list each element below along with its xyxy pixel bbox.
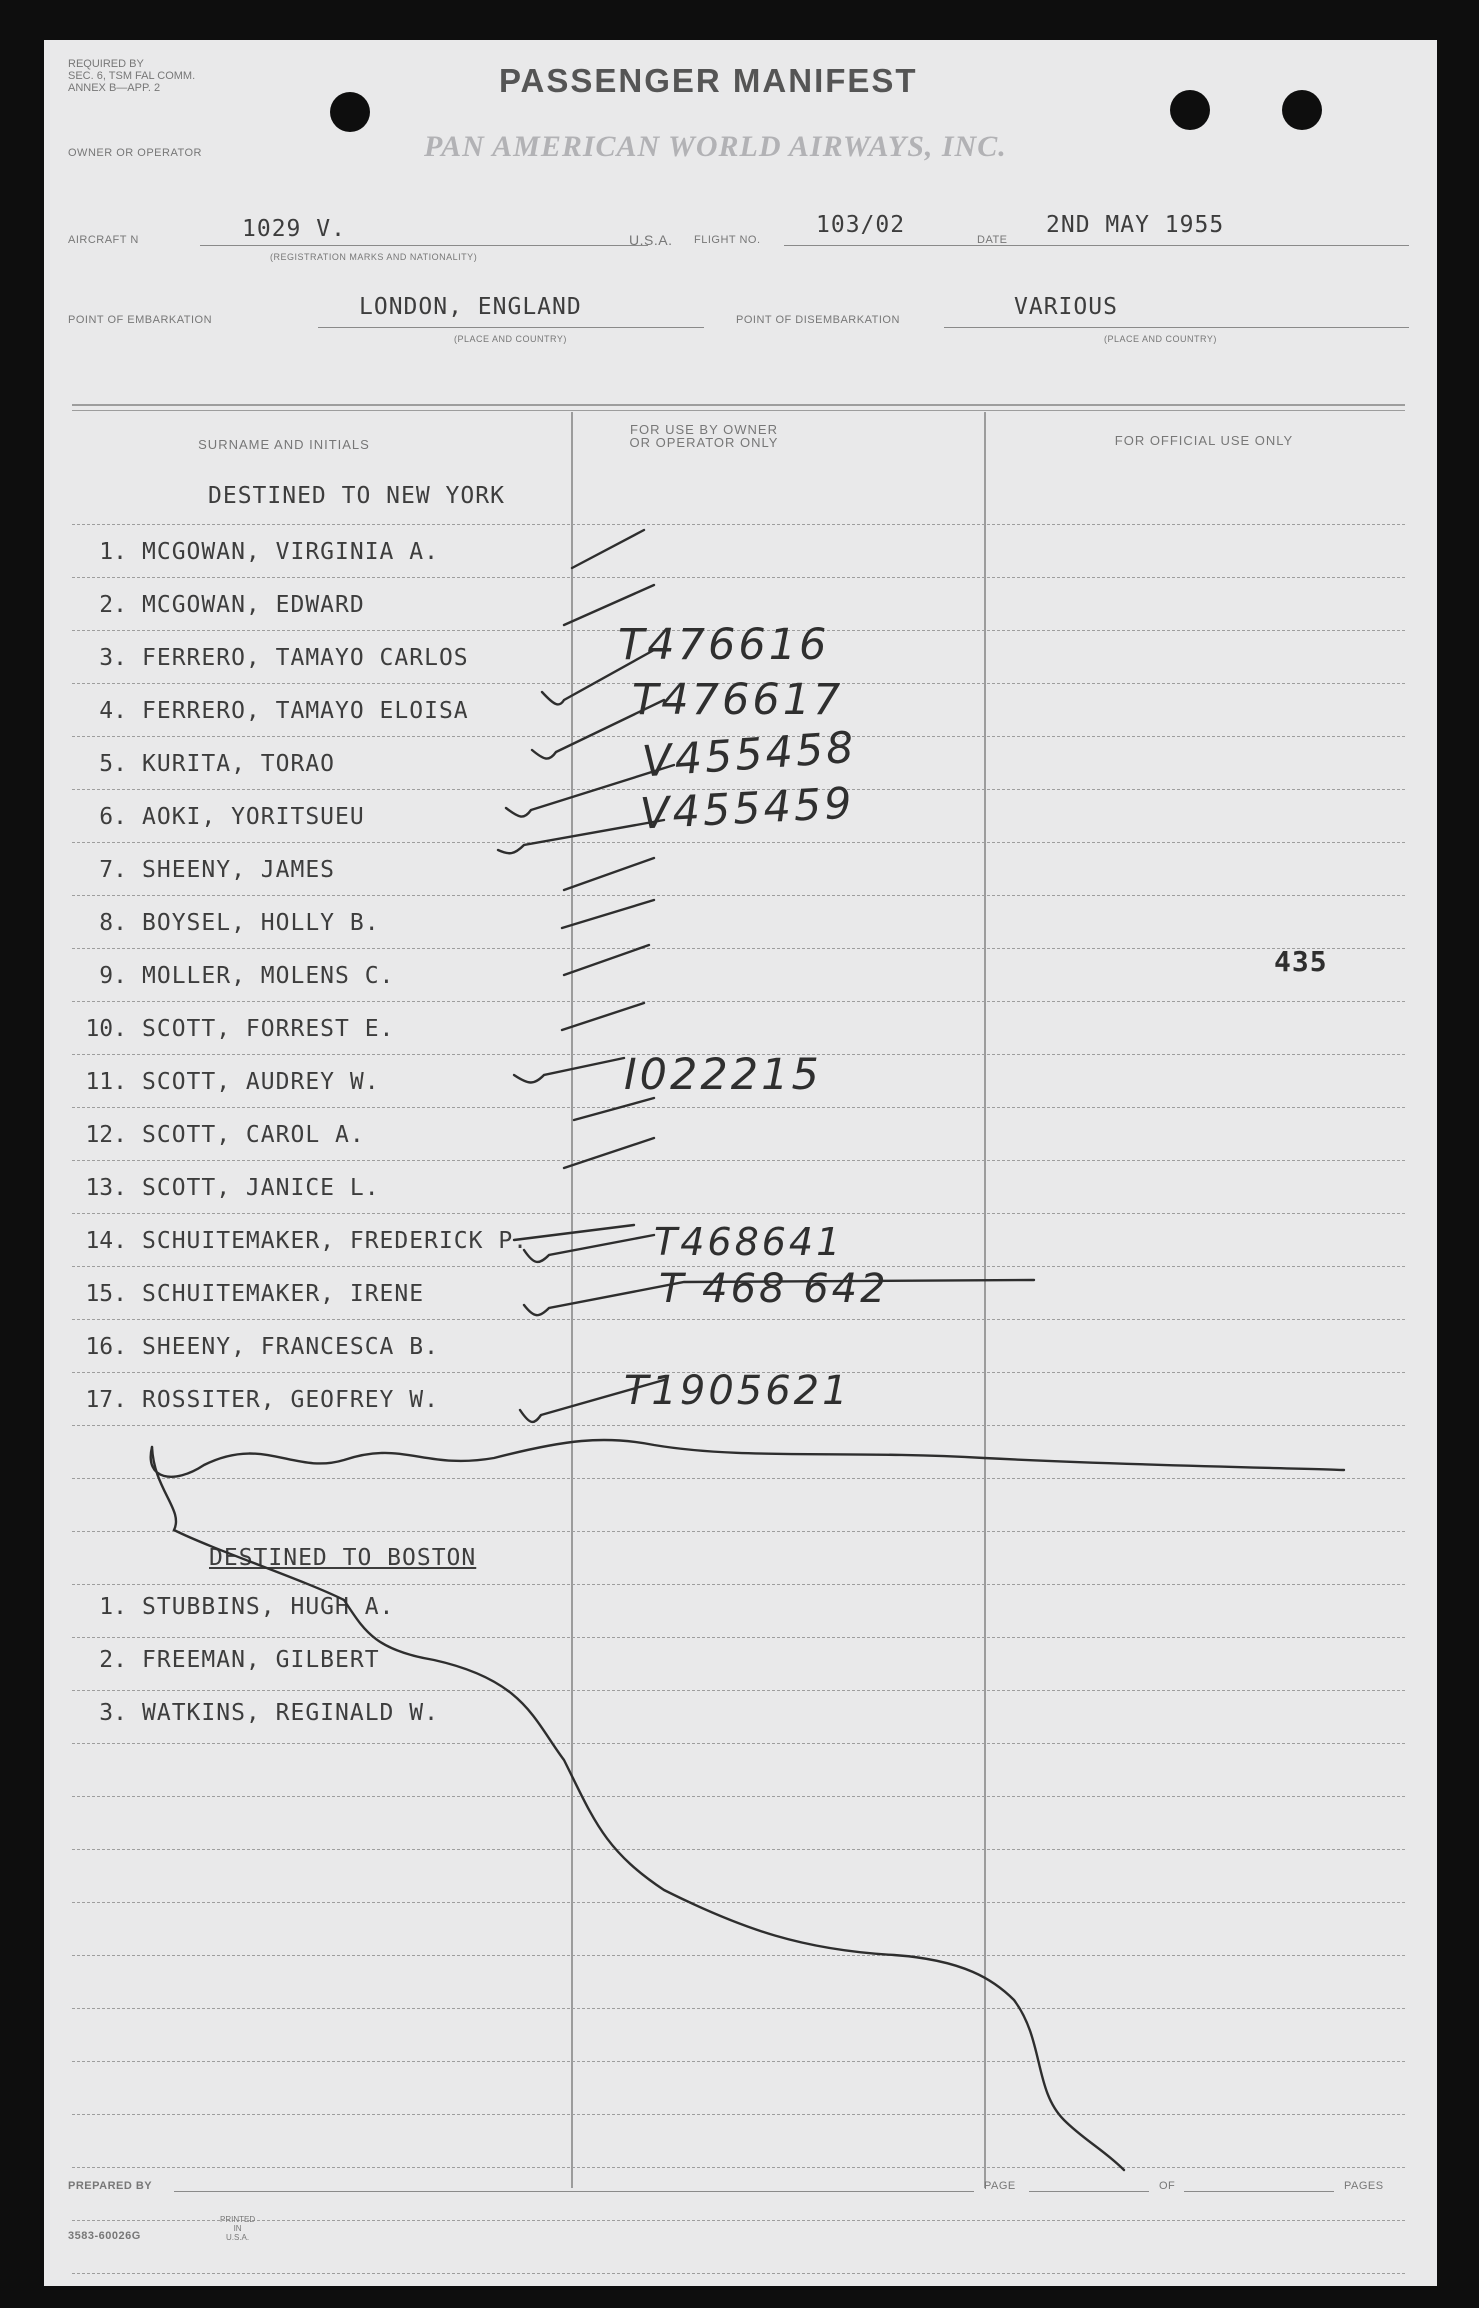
- form-authority-note: REQUIRED BY SEC. 6, TSM FAL COMM. ANNEX B—APP. 2: [68, 58, 196, 94]
- passenger-number: 7.: [99, 857, 127, 883]
- printed-stamp: PRINTED IN U.S.A.: [220, 2215, 256, 2242]
- passenger-number: 3.: [99, 645, 127, 671]
- passenger-number: 10.: [85, 1016, 127, 1042]
- embark-caption: (PLACE AND COUNTRY): [454, 334, 567, 344]
- passenger-name: AOKI, YORITSUEU: [142, 804, 365, 830]
- disembark-value: VARIOUS: [1014, 294, 1118, 320]
- passenger-number: 4.: [99, 698, 127, 724]
- registration-caption: (REGISTRATION MARKS AND NATIONALITY): [270, 252, 478, 262]
- passenger-name: SHEENY, FRANCESCA B.: [142, 1334, 439, 1360]
- passenger-number: 6.: [99, 804, 127, 830]
- date-label: DATE: [977, 234, 1008, 246]
- passenger-number: 9.: [99, 963, 127, 989]
- page-label: PAGE: [984, 2180, 1016, 2192]
- aircraft-label: AIRCRAFT N: [68, 234, 139, 246]
- passenger-name: WATKINS, REGINALD W.: [142, 1700, 439, 1726]
- passenger-number: 12.: [85, 1122, 127, 1148]
- passenger-name: SCHUITEMAKER, IRENE: [142, 1281, 425, 1307]
- section-heading-new-york: DESTINED TO NEW YORK: [208, 483, 505, 509]
- passenger-number: 1.: [99, 539, 127, 565]
- passenger-name: FREEMAN, GILBERT: [142, 1647, 380, 1673]
- disembark-caption: (PLACE AND COUNTRY): [1104, 334, 1217, 344]
- of-label: OF: [1159, 2180, 1176, 2192]
- col-surname-header: SURNAME AND INITIALS: [198, 437, 370, 452]
- passenger-number: 2.: [99, 592, 127, 618]
- passenger-name: SCHUITEMAKER, FREDERICK P.: [142, 1228, 529, 1254]
- passenger-number: 8.: [99, 910, 127, 936]
- passenger-name: STUBBINS, HUGH A.: [142, 1594, 395, 1620]
- passenger-name: SCOTT, CAROL A.: [142, 1122, 365, 1148]
- passenger-name: SCOTT, JANICE L.: [142, 1175, 380, 1201]
- disembark-label: POINT OF DISEMBARKATION: [736, 314, 900, 326]
- passenger-number: 3.: [99, 1700, 127, 1726]
- passenger-name: FERRERO, TAMAYO ELOISA: [142, 698, 469, 724]
- passenger-number: 14.: [85, 1228, 127, 1254]
- passenger-name: SCOTT, FORREST E.: [142, 1016, 395, 1042]
- ticket-number: T476616: [618, 620, 830, 670]
- flight-value: 103/02: [816, 212, 906, 238]
- passenger-name: MCGOWAN, VIRGINIA A.: [142, 539, 439, 565]
- flight-label: FLIGHT NO.: [694, 234, 761, 246]
- page-title: PASSENGER MANIFEST: [499, 62, 918, 99]
- ticket-number: T 468 642: [659, 1266, 889, 1312]
- embark-value: LONDON, ENGLAND: [359, 294, 582, 320]
- passenger-name: SCOTT, AUDREY W.: [142, 1069, 380, 1095]
- passenger-name: KURITA, TORAO: [142, 751, 336, 777]
- passenger-number: 17.: [85, 1387, 127, 1413]
- passenger-number: 11.: [85, 1069, 127, 1095]
- owner-label: OWNER OR OPERATOR: [68, 147, 202, 159]
- passenger-name: MCGOWAN, EDWARD: [142, 592, 365, 618]
- pages-label: PAGES: [1344, 2180, 1384, 2192]
- ticket-number: I022215: [624, 1050, 822, 1100]
- passenger-number: 1.: [99, 1594, 127, 1620]
- passenger-number: 16.: [85, 1334, 127, 1360]
- handwritten-marks: [44, 40, 1437, 2286]
- passenger-number: 2.: [99, 1647, 127, 1673]
- ticket-number: T1905621: [624, 1368, 851, 1414]
- passenger-number: 5.: [99, 751, 127, 777]
- official-note: 435: [1274, 945, 1328, 978]
- date-value: 2ND MAY 1955: [1046, 212, 1225, 238]
- passenger-number: 15.: [85, 1281, 127, 1307]
- passenger-name: ROSSITER, GEOFREY W.: [142, 1387, 439, 1413]
- passenger-name: FERRERO, TAMAYO CARLOS: [142, 645, 469, 671]
- passenger-name: MOLLER, MOLENS C.: [142, 963, 395, 989]
- col-owner-header: FOR USE BY OWNER OR OPERATOR ONLY: [629, 422, 779, 450]
- manifest-sheet: [44, 40, 1437, 2286]
- prepared-by-label: PREPARED BY: [68, 2180, 153, 2192]
- usa-label: U.S.A.: [629, 232, 673, 248]
- ticket-number: V455459: [638, 778, 856, 840]
- passenger-name: SHEENY, JAMES: [142, 857, 336, 883]
- embark-label: POINT OF EMBARKATION: [68, 314, 213, 326]
- operator-name: PAN AMERICAN WORLD AIRWAYS, INC.: [424, 130, 1007, 163]
- form-number: 3583-60026G: [68, 2230, 141, 2242]
- col-official-header: FOR OFFICIAL USE ONLY: [1114, 433, 1294, 448]
- passenger-number: 13.: [85, 1175, 127, 1201]
- aircraft-value: 1029 V.: [242, 216, 346, 242]
- ticket-number: V455458: [640, 722, 859, 788]
- passenger-name: BOYSEL, HOLLY B.: [142, 910, 380, 936]
- section-heading-boston: DESTINED TO BOSTON: [209, 1545, 477, 1571]
- ticket-number: T468641: [654, 1220, 844, 1264]
- ticket-number: T476617: [632, 675, 844, 725]
